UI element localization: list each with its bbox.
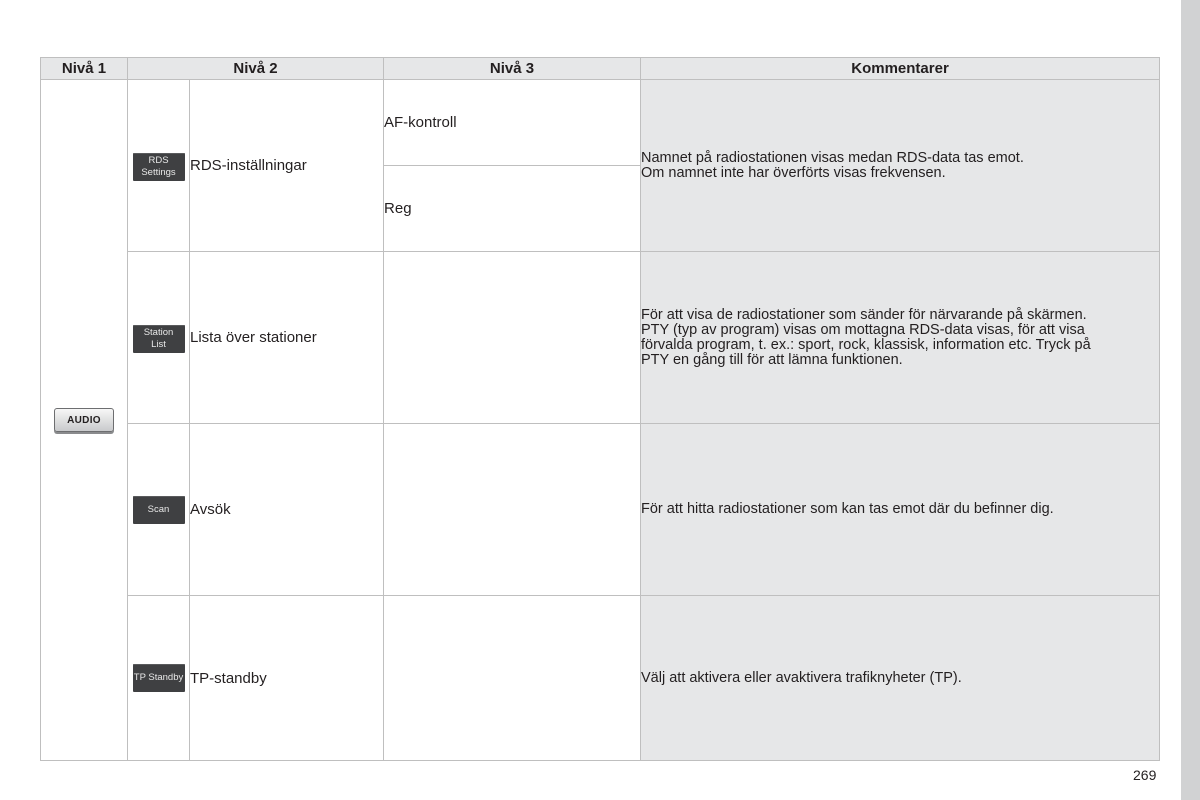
comment-line: För att visa de radiostationer som sänder för närvarande på skärmen. xyxy=(641,306,1087,323)
button-label-line: Scan xyxy=(147,503,170,515)
header-level1: Nivå 1 xyxy=(41,58,128,80)
table-row xyxy=(41,80,1160,166)
level2-label: TP-standby xyxy=(190,596,384,761)
level2-label: RDS-inställningar xyxy=(190,80,384,252)
level3-empty xyxy=(384,424,641,596)
level3-empty xyxy=(384,596,641,761)
icon-cell xyxy=(128,252,190,424)
button-label-line: Station xyxy=(143,327,174,338)
comment-cell xyxy=(641,252,1160,424)
scan-button[interactable] xyxy=(133,496,185,524)
icon-cell xyxy=(128,596,190,761)
comment-line: PTY (typ av program) visas om mottagna RDS-data visas, för att visa xyxy=(641,321,1085,338)
button-label-line: RDS xyxy=(148,155,169,166)
level2-label: Lista över stationer xyxy=(190,252,384,424)
comment-line: Välj att aktivera eller avaktivera trafiknyheter (TP). xyxy=(641,669,962,686)
station-list-button[interactable] xyxy=(133,325,185,353)
rds-settings-button[interactable] xyxy=(133,153,185,181)
table-row xyxy=(41,596,1160,761)
audio-button[interactable]: AUDIO xyxy=(54,408,114,432)
menu-table xyxy=(40,57,1160,761)
icon-cell xyxy=(128,424,190,596)
comment-line: förvalda program, t. ex.: sport, rock, klassisk, information etc. Tryck på xyxy=(641,336,1091,353)
header-level3: Nivå 3 xyxy=(384,58,641,80)
button-label-line: Settings xyxy=(141,167,176,178)
button-label-line: List xyxy=(151,339,166,350)
level3-reg[interactable]: Reg xyxy=(384,166,641,252)
comment-line: PTY en gång till för att lämna funktionen. xyxy=(641,351,903,368)
comment-cell xyxy=(641,80,1160,252)
button-label-line: TP Standby xyxy=(133,672,184,683)
table-header-row xyxy=(41,58,1160,80)
level2-label: Avsök xyxy=(190,424,384,596)
comment-cell xyxy=(641,596,1160,761)
level1-cell xyxy=(41,80,128,761)
table-row xyxy=(41,252,1160,424)
comment-line: För att hitta radiostationer som kan tas emot där du befinner dig. xyxy=(641,501,1054,517)
header-level2: Nivå 2 xyxy=(128,58,384,80)
comment-line: Namnet på radiostationen visas medan RDS-data tas emot. xyxy=(641,149,1024,166)
tp-standby-button[interactable] xyxy=(133,664,185,692)
level3-empty xyxy=(384,252,641,424)
comment-line: Om namnet inte har överförts visas frekvensen. xyxy=(641,164,946,181)
page-number: 269 xyxy=(1133,767,1157,783)
table-row xyxy=(41,424,1160,596)
header-comments: Kommentarer xyxy=(641,58,1160,80)
icon-cell xyxy=(128,80,190,252)
level3-af-control[interactable]: AF-kontroll xyxy=(384,80,641,166)
comment-cell xyxy=(641,424,1160,596)
page-edge-tab xyxy=(1181,0,1200,800)
